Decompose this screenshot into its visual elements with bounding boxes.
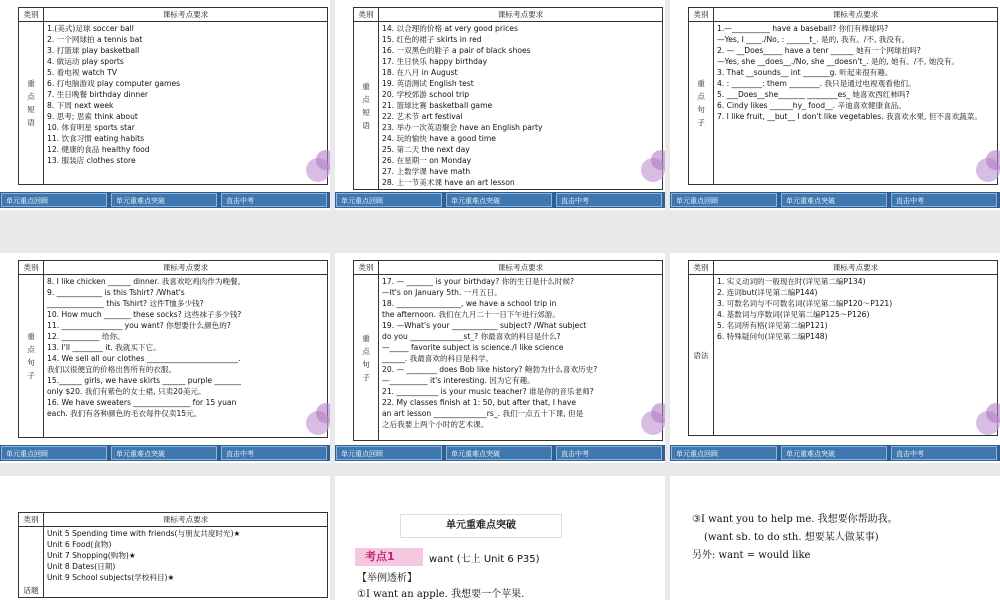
- nav-bar: [0, 192, 330, 208]
- requirement-line: —__________ it's interesting. 因为它有趣。: [382, 376, 535, 385]
- requirement-line: 2. — __Does_____ have a tenr ______ 她有一个网球拍吗?: [717, 46, 921, 55]
- requirements-table: [688, 260, 998, 436]
- nav-review-button[interactable]: 单元重点回顾: [1, 446, 107, 460]
- nav-breakthrough-button[interactable]: 单元重难点突破: [781, 446, 887, 460]
- category-header: 类别: [19, 8, 44, 22]
- requirement-line: 10. 体育明星 sports star: [47, 123, 135, 132]
- requirement-line: 8. I like chicken ______ dinner. 我喜欢吃鸡肉作为晚餐。: [47, 277, 246, 286]
- requirement-line: 20. — ________ does Bob like history? 鲍勃为什么喜欢历史?: [382, 365, 598, 374]
- requirement-line: 11. 饮食习惯 eating habits: [47, 134, 145, 143]
- requirement-header: 课标考点要求: [379, 261, 663, 275]
- example-heading: 【举例透析】: [357, 573, 417, 584]
- requirement-line: 7. I like fruit, __but__ I don't like vegetables. 我喜欢水果, 但不喜欢蔬菜。: [717, 112, 982, 121]
- requirement-header: 课标考点要求: [379, 8, 663, 22]
- requirement-cell: [714, 22, 998, 185]
- requirement-line: Unit 5 Spending time with friends(与朋友共度时光)★: [47, 529, 241, 538]
- requirement-line: each. 我们有各种颜色的毛衣每件仅卖15元。: [47, 409, 202, 418]
- requirement-line: the afternoon. 我们在九月二十一日下午进行郊游。: [382, 310, 560, 319]
- slide-4[interactable]: [0, 253, 330, 463]
- requirement-line: 16. We have sweaters _______________ for 15 yuan: [47, 398, 237, 407]
- category-header: 类别: [354, 8, 379, 22]
- nav-breakthrough-button[interactable]: 单元重难点突破: [446, 446, 552, 460]
- nav-breakthrough-button[interactable]: 单元重难点突破: [111, 446, 217, 460]
- nav-breakthrough-button[interactable]: 单元重难点突破: [111, 193, 217, 207]
- requirement-line: 18. _________________, we have a school trip in: [382, 299, 557, 308]
- category-header: 类别: [689, 8, 714, 22]
- requirement-line: ______. 我最喜欢的科目是科学。: [382, 354, 494, 363]
- requirement-line: 12. 健康的食品 healthy food: [47, 145, 150, 154]
- slide-6[interactable]: [670, 253, 1000, 463]
- requirement-line: 13. I'll ________ it. 我就买下它。: [47, 343, 161, 352]
- requirements-table: [688, 7, 998, 185]
- requirement-line: 4. 做运动 play sports: [47, 57, 124, 66]
- requirement-line: 5. 名词所有格(详见第二编P121): [717, 321, 828, 330]
- requirement-line: do you ______________st_? 你最喜欢的科目是什么?: [382, 332, 561, 341]
- requirement-line: 22. My classes finish at 1: 50, but after that, I have: [382, 398, 577, 407]
- requirement-cell: [44, 275, 328, 438]
- requirement-line: 2. 一个网球拍 a tennis bat: [47, 35, 143, 44]
- requirement-line: 20. 学校郊游 school trip: [382, 90, 470, 99]
- nav-review-button[interactable]: 单元重点回顾: [1, 193, 107, 207]
- nav-breakthrough-button[interactable]: 单元重难点突破: [781, 193, 887, 207]
- requirement-line: 16. 一双黑色的鞋子 a pair of black shoes: [382, 46, 531, 55]
- requirement-header: 课标考点要求: [714, 8, 998, 22]
- note-block: [692, 511, 898, 565]
- slide-1[interactable]: [0, 0, 330, 210]
- requirement-line: 28. 上一节美术课 have an art lesson: [382, 178, 515, 187]
- requirement-line: 10. How much _______ these socks? 这些袜子多少钱?: [47, 310, 242, 319]
- requirement-line: Unit 7 Shopping(购物)★: [47, 551, 136, 560]
- nav-exam-button[interactable]: 直击中考: [221, 193, 327, 207]
- requirement-line: —Yes, I ____./No, : ______t_. 是的, 我有。/不, 我没有。: [717, 35, 910, 44]
- decoration: [641, 403, 665, 448]
- category-cell: 重 点 句 子: [19, 275, 44, 438]
- requirement-line: 8. 下周 next week: [47, 101, 114, 110]
- category-cell: 重 点 短 语: [354, 22, 379, 190]
- nav-bar: [335, 192, 665, 208]
- category-cell: 话题: [19, 527, 44, 598]
- nav-exam-button[interactable]: 直击中考: [221, 446, 327, 460]
- nav-review-button[interactable]: 单元重点回顾: [671, 193, 777, 207]
- example-block: [357, 571, 524, 600]
- requirement-line: 6. 打电脑游戏 play computer games: [47, 79, 181, 88]
- nav-bar: [335, 445, 665, 461]
- requirements-table: [18, 7, 328, 185]
- nav-exam-button[interactable]: 直击中考: [556, 446, 662, 460]
- slide-7[interactable]: [0, 476, 330, 600]
- decoration: [976, 150, 1000, 195]
- note-line-2: (want sb. to do sth. 想要某人做某事): [704, 532, 879, 543]
- requirement-line: 3. 打篮球 play basketball: [47, 46, 140, 55]
- category-header: 类别: [19, 513, 44, 527]
- note-line-3: 另外: want = would like: [692, 550, 811, 561]
- decoration: [306, 403, 330, 448]
- requirements-table: [353, 260, 663, 441]
- requirement-line: —Yes, she __does__./No, she __doesn't_. 是的, 她有。/不, 她没有。: [717, 57, 960, 66]
- nav-breakthrough-button[interactable]: 单元重难点突破: [446, 193, 552, 207]
- requirement-line: 22. 艺术节 art festival: [382, 112, 463, 121]
- requirements-table: [18, 260, 328, 438]
- requirement-line: 4. : ________: them ________. 我只是通过电视观看他们。: [717, 79, 916, 88]
- requirement-line: 之后我要上两个小时的艺术课。: [382, 420, 489, 429]
- requirement-line: 15. 红色的裙子 skirts in red: [382, 35, 482, 44]
- requirement-line: 1.(美式)足球 soccer ball: [47, 24, 134, 33]
- requirement-line: —_____ favorite subject is science./I like science: [382, 343, 564, 352]
- nav-exam-button[interactable]: 直击中考: [891, 446, 997, 460]
- requirement-line: Unit 8 Dates(日期): [47, 562, 116, 571]
- nav-bar: [0, 445, 330, 461]
- category-cell: 重 点 句 子: [689, 22, 714, 185]
- requirement-line: only $20. 我们有紫色的女士裙, 只卖20美元。: [47, 387, 206, 396]
- requirement-line: 2. 连词but(详见第二编P144): [717, 288, 818, 297]
- section-banner: 单元重难点突破: [400, 514, 562, 538]
- requirement-line: 6. Cindy likes ______hy_ food__. 辛迪喜欢健康食品。: [717, 101, 906, 110]
- category-header: 类别: [19, 261, 44, 275]
- requirement-line: 24. 玩的愉快 have a good time: [382, 134, 496, 143]
- requirement-line: 我们以很便宜的价格出售所有的衣服。: [47, 365, 177, 374]
- requirement-cell: [714, 275, 998, 436]
- category-header: 类别: [689, 261, 714, 275]
- requirement-line: 26. 在星期一 on Monday: [382, 156, 472, 165]
- category-cell: 重 点 短 语: [19, 22, 44, 185]
- slide-5[interactable]: [335, 253, 665, 463]
- requirement-line: 12. __________ 给你。: [47, 332, 125, 341]
- requirement-line: 17. — _______ is your birthday? 你的生日是什么时候?: [382, 277, 575, 286]
- requirement-line: 11. ________________ you want? 你想要什么颜色的?: [47, 321, 231, 330]
- decoration: [306, 150, 330, 195]
- category-cell: 重 点 句 子: [354, 275, 379, 441]
- requirement-line: 9. 思考; 思索 think about: [47, 112, 138, 121]
- kaodian-title: want (七上 Unit 6 P35): [429, 554, 540, 565]
- category-cell: 语法: [689, 275, 714, 436]
- requirement-line: 6. 特殊疑问句(详见第二编P148): [717, 332, 828, 341]
- requirement-line: 23. 举办一次英语聚会 have an English party: [382, 123, 543, 132]
- requirement-header: 课标考点要求: [44, 8, 328, 22]
- requirement-line: 15.______ girls, we have skirts ______ purple _______: [47, 376, 242, 385]
- requirement-cell: [379, 275, 663, 441]
- nav-bar: [670, 192, 1000, 208]
- requirement-line: 5. 看电视 watch TV: [47, 68, 117, 77]
- requirement-header: 课标考点要求: [44, 261, 328, 275]
- requirement-line: an art lesson ______________rs_. 我们一点五十下课, 但是: [382, 409, 584, 418]
- requirement-line: 4. 基数词与序数词(详见第二编P125～P126): [717, 310, 870, 319]
- requirement-line: 1. 实义动词的一般现在时(详见第二编P134): [717, 277, 866, 286]
- requirements-table: [353, 7, 663, 190]
- requirements-table: [18, 512, 328, 598]
- note-line-1: ③I want you to help me. 我想要你帮助我。: [692, 514, 898, 525]
- nav-review-button[interactable]: 单元重点回顾: [336, 193, 442, 207]
- requirement-line: 3. That __sounds__ int _______g. 听起来很有趣。: [717, 68, 893, 77]
- requirement-line: 13. 服装店 clothes store: [47, 156, 136, 165]
- slide-8[interactable]: [335, 476, 665, 600]
- requirement-line: 19. —What's your ____________ subject? /What subject: [382, 321, 587, 330]
- requirement-header: 课标考点要求: [44, 513, 328, 527]
- requirement-line: 25. 第二天 the next day: [382, 145, 470, 154]
- slide-3[interactable]: [670, 0, 1000, 210]
- requirement-line: —It's on January 5th. 一月五日。: [382, 288, 502, 297]
- requirement-line: 3. 可数名词与不可数名词(详见第二编P120～P121): [717, 299, 893, 308]
- nav-review-button[interactable]: 单元重点回顾: [336, 446, 442, 460]
- nav-bar: [670, 445, 1000, 461]
- kaodian-label: 考点1: [355, 548, 423, 566]
- requirement-line: 21. ___________ is your music teacher? 谁是你的音乐老师?: [382, 387, 594, 396]
- requirement-line: 7. 生日晚餐 birthday dinner: [47, 90, 149, 99]
- requirement-line: 27. 上数学课 have math: [382, 167, 471, 176]
- requirement-line: 1.—__________ have a baseball? 你们有棒球吗?: [717, 24, 889, 33]
- slide-9[interactable]: [670, 476, 1000, 600]
- requirement-header: 课标考点要求: [714, 261, 998, 275]
- requirement-cell: [379, 22, 663, 190]
- requirement-line: 21. 篮球比赛 basketball game: [382, 101, 493, 110]
- requirement-line: 5. ___Does__she_______ ________es_ 她喜欢西红柿吗?: [717, 90, 910, 99]
- nav-review-button[interactable]: 单元重点回顾: [671, 446, 777, 460]
- nav-exam-button[interactable]: 直击中考: [556, 193, 662, 207]
- decoration: [641, 150, 665, 195]
- requirement-line: Unit 9 School subjects(学校科目)★: [47, 573, 175, 582]
- slide-2[interactable]: [335, 0, 665, 210]
- requirement-line: 17. 生日快乐 happy birthday: [382, 57, 488, 66]
- requirement-line: 9. ____________ is this Tshirt? /What's: [47, 288, 185, 297]
- requirement-line: 14. We sell all our clothes ________________________.: [47, 354, 241, 363]
- decoration: [976, 403, 1000, 448]
- example-sentence: ①I want an apple. 我想要一个苹果.: [357, 589, 525, 600]
- requirement-line: 14. 以合理的价格 at very good prices: [382, 24, 518, 33]
- requirement-line: 18. 在八月 in August: [382, 68, 458, 77]
- requirement-cell: [44, 527, 328, 598]
- category-header: 类别: [354, 261, 379, 275]
- requirement-cell: [44, 22, 328, 185]
- nav-exam-button[interactable]: 直击中考: [891, 193, 997, 207]
- requirement-line: 19. 英语测试 English test: [382, 79, 474, 88]
- requirement-line: Unit 6 Food(食物): [47, 540, 112, 549]
- requirement-line: _______________ this Tshirt? 这件T恤多少钱?: [47, 299, 204, 308]
